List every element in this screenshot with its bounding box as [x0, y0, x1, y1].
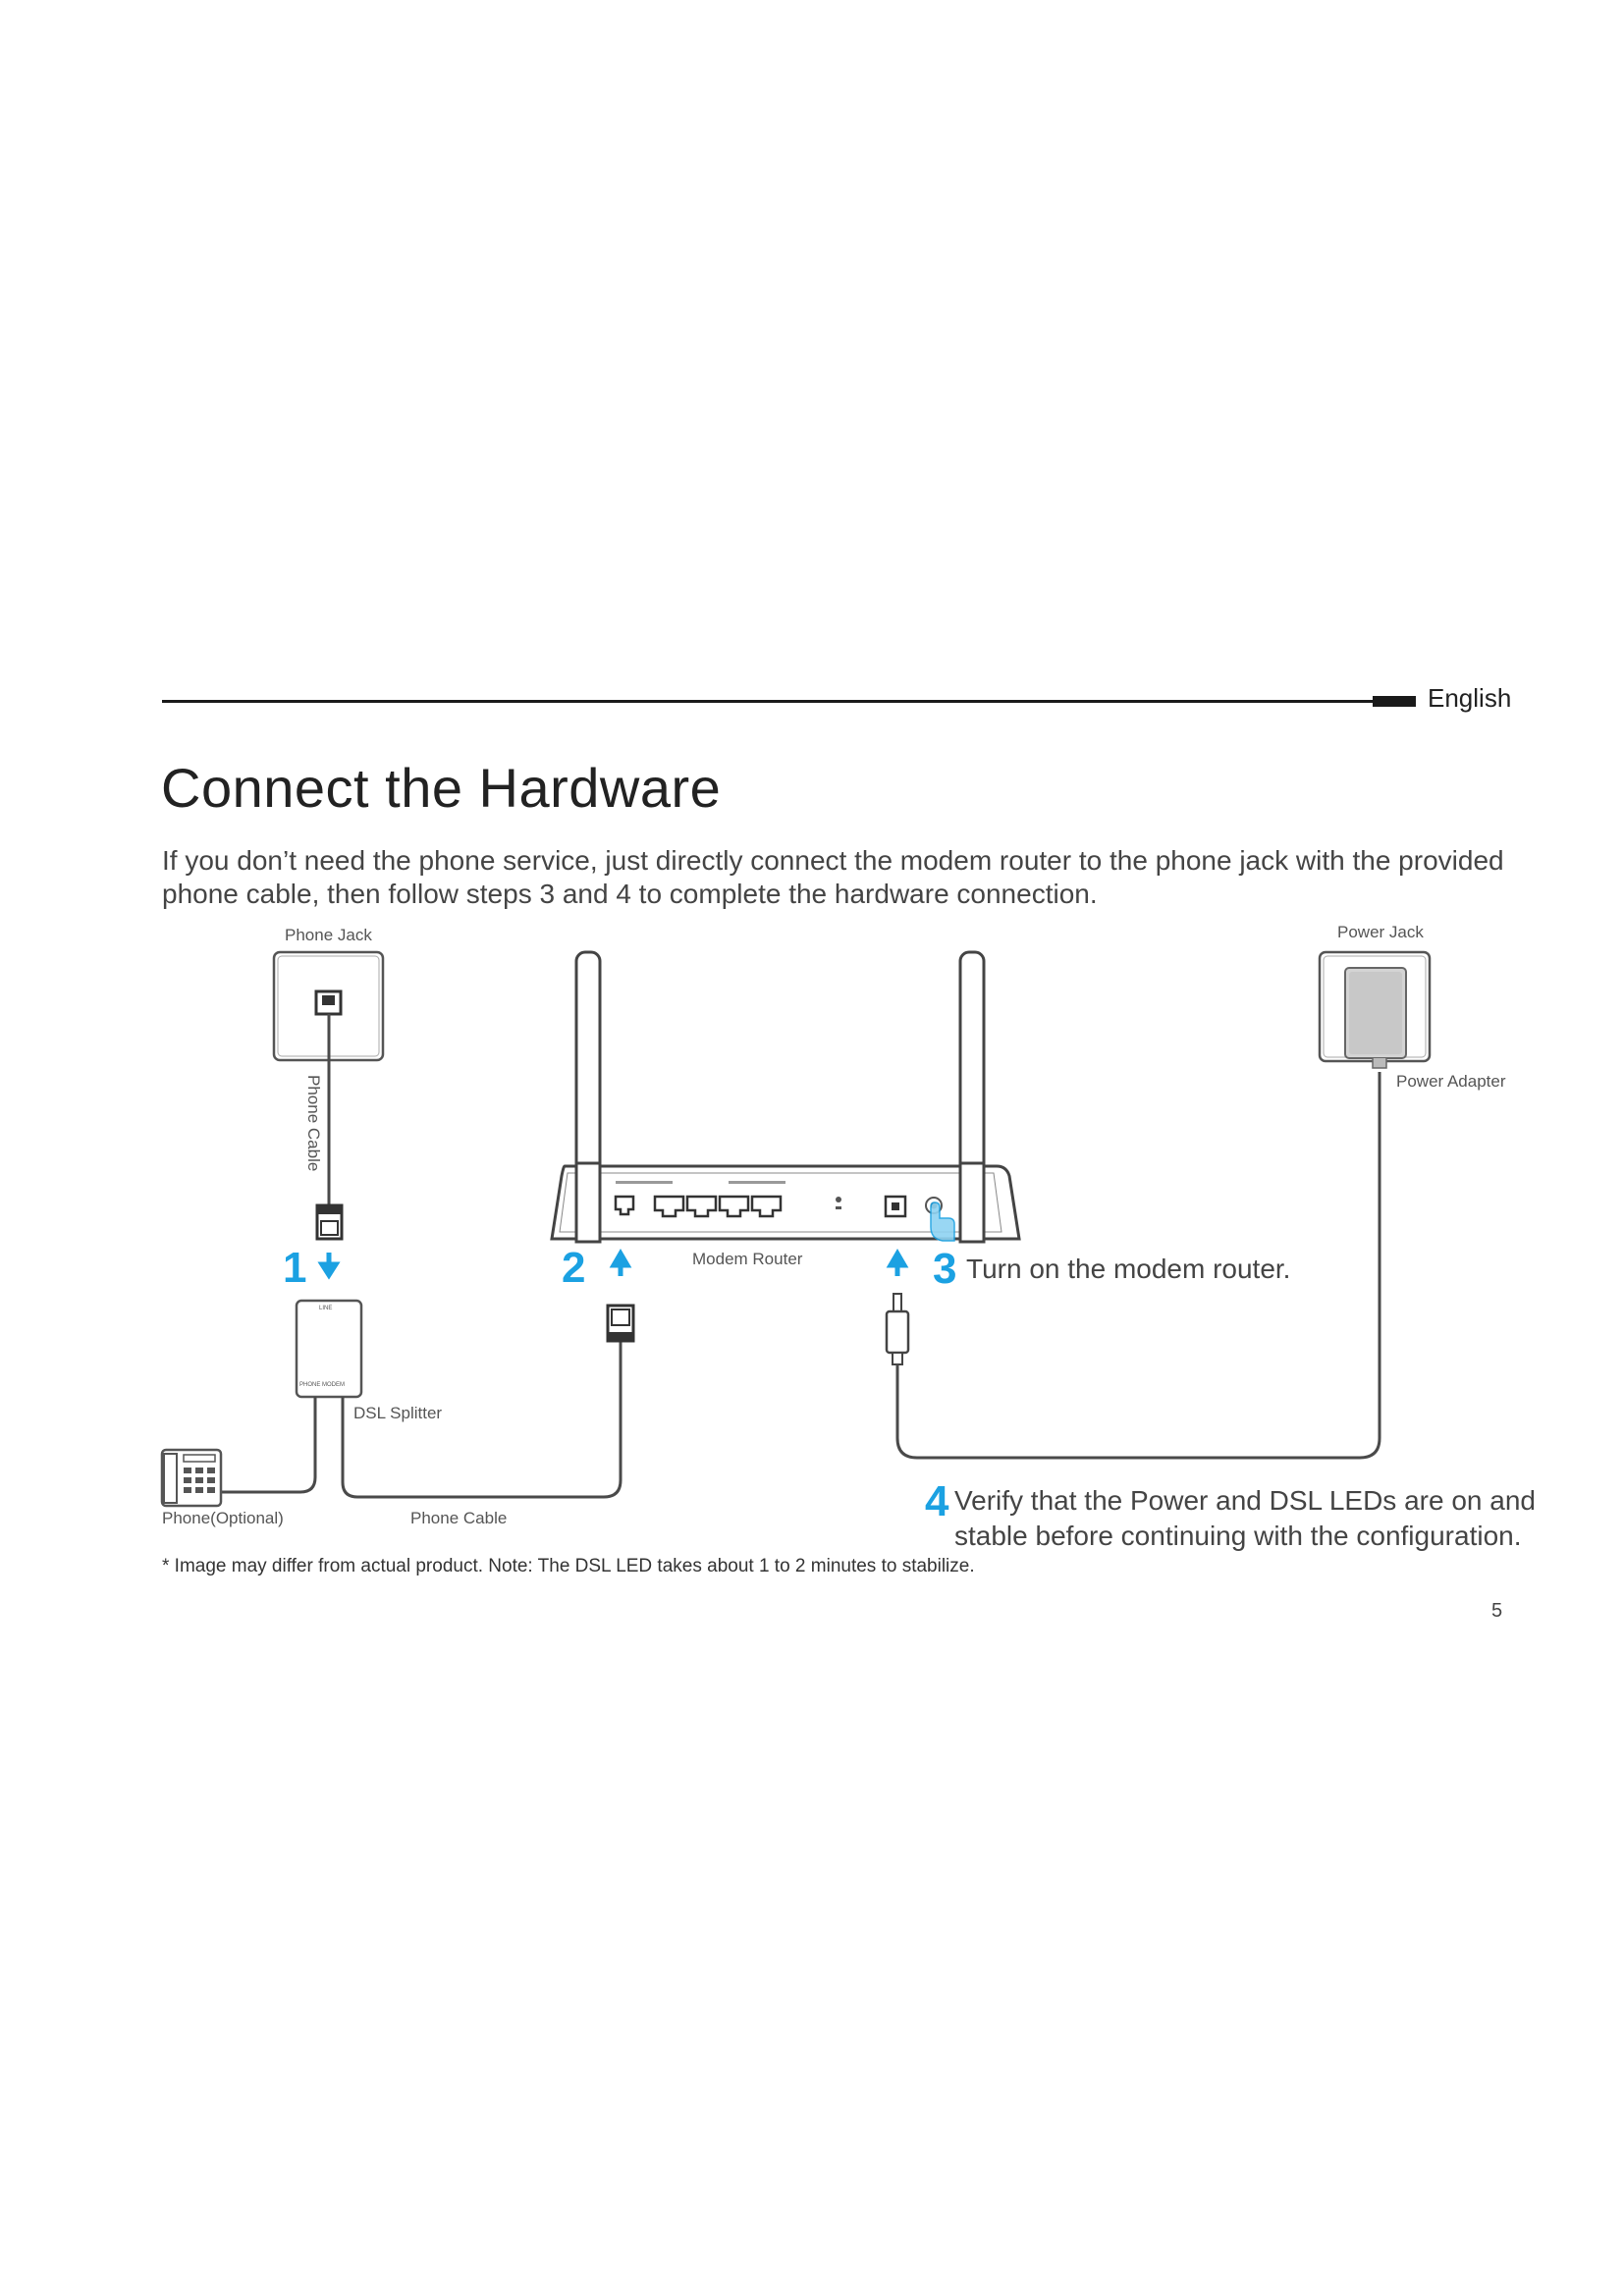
power-adapter-device	[1345, 968, 1406, 1068]
intro-paragraph: If you don’t need the phone service, just directly connect the modem router to the phone jack with the provided phone cable, then follow steps 3 and 4 to complete the hardware connection.	[162, 845, 1504, 909]
splitter-to-phone-cable	[221, 1397, 315, 1492]
step-4-text-line2: stable before continuing with the configuration.	[954, 1521, 1522, 1551]
phone-cable-plug-top	[317, 1205, 342, 1239]
language-label: English	[1428, 683, 1512, 713]
step-4-text-line1: Verify that the Power and DSL LEDs are on and	[954, 1485, 1536, 1516]
phone-cable-vertical-label: Phone Cable	[304, 1075, 323, 1172]
page-title: Connect the Hardware	[161, 757, 722, 819]
modem-router-device	[552, 952, 1019, 1242]
step-1-arrow-icon	[322, 1253, 336, 1275]
splitter-line-port-label: LINE	[319, 1306, 333, 1311]
page-number: 5	[1491, 1600, 1503, 1622]
modem-router-label: Modem Router	[692, 1250, 803, 1268]
phone-optional-label: Phone(Optional)	[162, 1509, 284, 1527]
dsl-splitter-device	[297, 1301, 361, 1397]
power-cable-plug	[887, 1294, 908, 1364]
footnote: * Image may differ from actual product. Note: The DSL LED takes about 1 to 2 minutes to stabilize.	[162, 1556, 975, 1576]
step-1-number: 1	[283, 1244, 307, 1292]
power-adapter-label: Power Adapter	[1396, 1072, 1506, 1091]
phone-cable-bottom-label: Phone Cable	[410, 1509, 508, 1527]
step-3-text: Turn on the modem router.	[966, 1254, 1291, 1284]
step-4-number: 4	[925, 1477, 949, 1525]
step-3-arrow-icon	[891, 1254, 904, 1276]
power-jack-label: Power Jack	[1337, 923, 1424, 941]
telephone-device	[162, 1450, 221, 1506]
step-2-number: 2	[562, 1244, 586, 1292]
step-2-arrow-icon	[614, 1254, 627, 1276]
phone-jack-label: Phone Jack	[285, 926, 372, 944]
modem-cable-plug	[608, 1306, 633, 1341]
step-3-number: 3	[933, 1245, 957, 1293]
splitter-phone-modem-label: PHONE MODEM	[299, 1382, 346, 1388]
dsl-splitter-label: DSL Splitter	[353, 1404, 443, 1422]
